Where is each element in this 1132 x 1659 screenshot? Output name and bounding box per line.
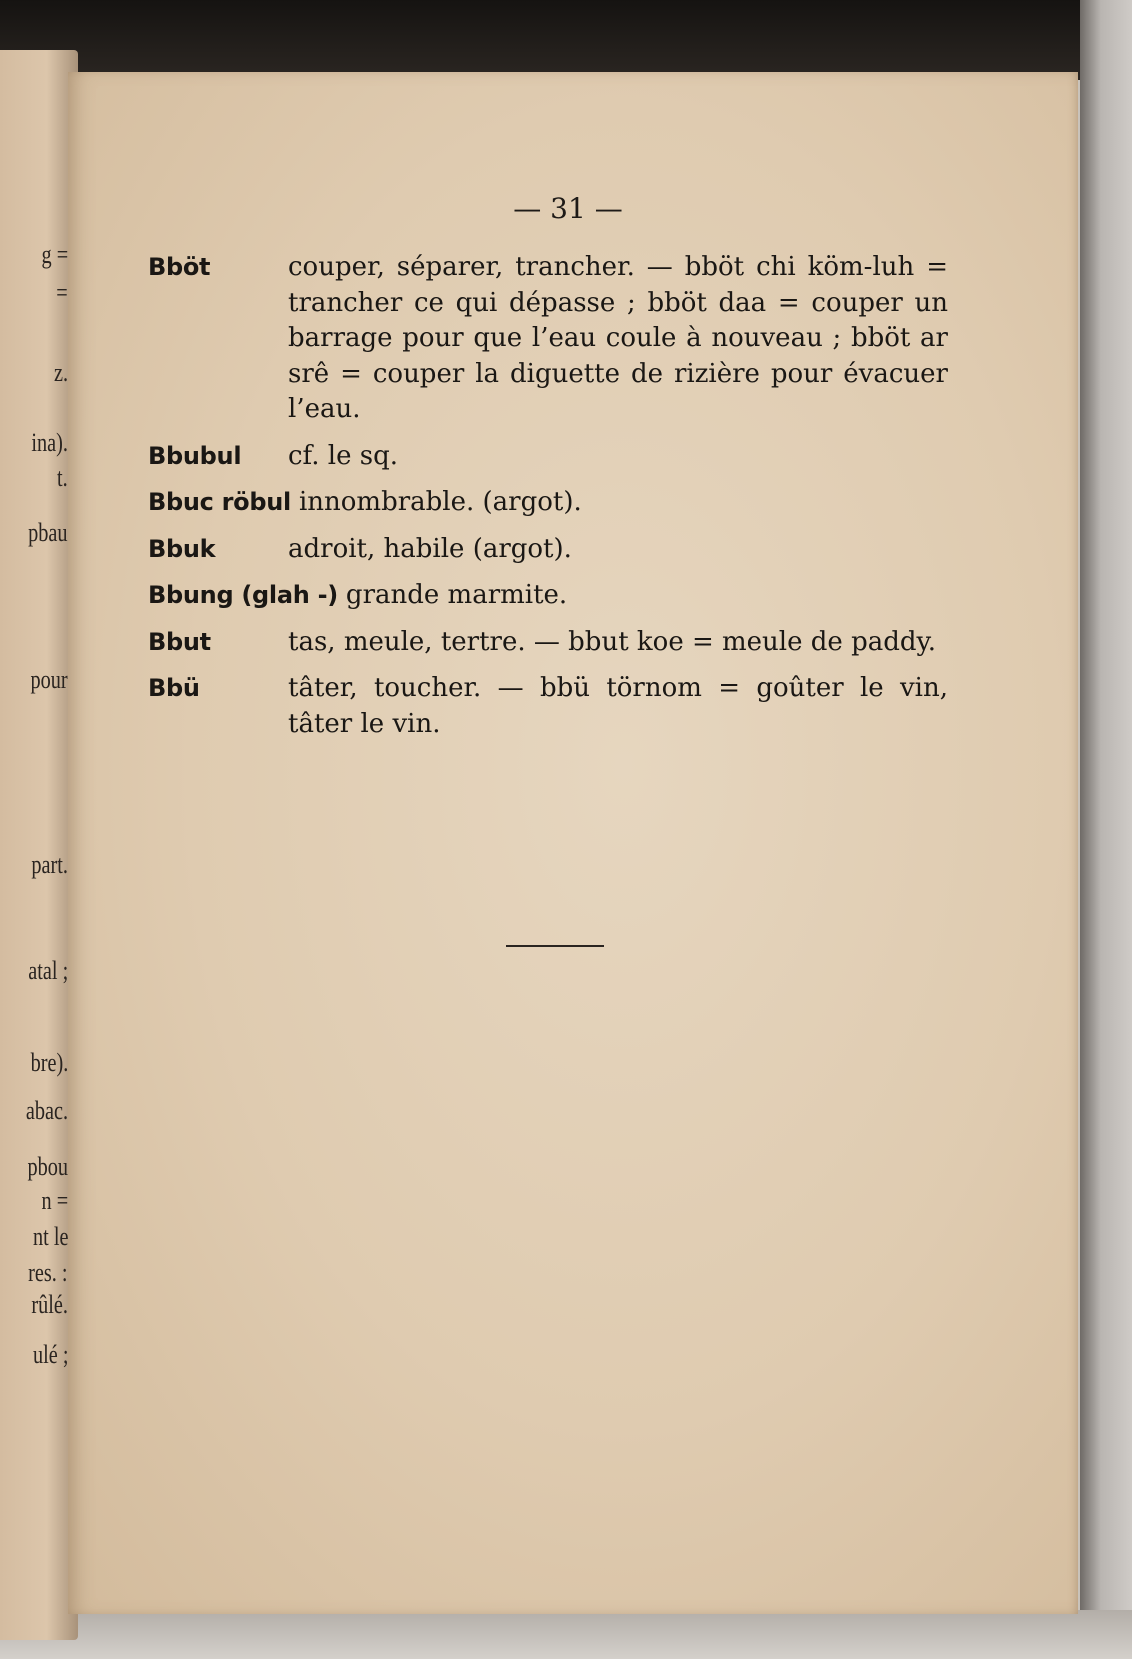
entry-headword: Bbü — [148, 674, 200, 702]
left-page-fragment: part. — [31, 850, 68, 879]
dictionary-entry — [148, 578, 948, 614]
entry-headword: Bbuk — [148, 534, 216, 563]
left-page-fragment: pour — [30, 665, 68, 694]
left-page-fragment: pbou — [27, 1152, 68, 1181]
entry-definition: tas, meule, tertre. — bbut koe = meule de paddy. — [288, 626, 936, 657]
entry-definition: adroit, habile (argot). — [288, 533, 572, 564]
dictionary-entry — [148, 250, 948, 428]
book-page — [68, 72, 1078, 1614]
entry-definition: cf. le sq. — [288, 440, 399, 471]
left-page-fragment: ulé ; — [32, 1340, 68, 1369]
left-page-fragment: abac. — [25, 1096, 68, 1125]
left-page-fragment: bre). — [30, 1048, 68, 1077]
left-page-fragment: t. — [57, 463, 68, 492]
left-page-fragment: rûlé. — [31, 1290, 68, 1319]
entry-definition: grande marmite. — [345, 580, 568, 610]
entry-headword: Bbuc röbul — [148, 488, 291, 516]
entry-definition: tâter, toucher. — bbü törnom = goûter le vin, tâter le vin. — [288, 673, 948, 739]
entry-definition: innombrable. (argot). — [298, 487, 582, 517]
left-page-fragment: pbau — [28, 518, 68, 547]
backdrop-bottom — [0, 1610, 1132, 1659]
section-divider — [506, 945, 604, 947]
entry-headword: Bbut — [148, 627, 211, 656]
left-page-fragment: nt le — [32, 1222, 68, 1251]
left-page-fragment: res. : — [28, 1258, 68, 1287]
backdrop — [0, 0, 1132, 80]
dictionary-entry — [148, 671, 948, 742]
backdrop-right — [1080, 0, 1132, 1659]
left-page-fragment: g = — [41, 240, 68, 269]
page-number: — 31 — — [513, 192, 623, 225]
dictionary-entries — [148, 250, 948, 753]
entry-headword: Bböt — [148, 253, 211, 281]
left-page-fragment: = — [56, 278, 68, 307]
entry-headword: Bbubul — [148, 441, 242, 470]
left-facing-page — [0, 50, 78, 1640]
dictionary-entry — [148, 485, 948, 521]
entry-headword: Bbung (glah -) — [148, 581, 338, 609]
dictionary-entry — [148, 532, 948, 568]
entry-definition: couper, séparer, trancher. — bböt chi köm-luh = trancher ce qui dépasse ; bböt daa = couper un barrage pour que l’eau coule à nouveau ; bböt ar srê = couper la diguette de rizière pour évacuer l’eau. — [288, 252, 948, 424]
left-page-fragment: atal ; — [28, 956, 68, 985]
dictionary-entry — [148, 625, 948, 661]
left-page-fragment: z. — [53, 358, 68, 387]
dictionary-entry — [148, 439, 948, 475]
left-page-fragment: n = — [41, 1186, 68, 1215]
left-page-fragment: ina). — [31, 428, 68, 457]
